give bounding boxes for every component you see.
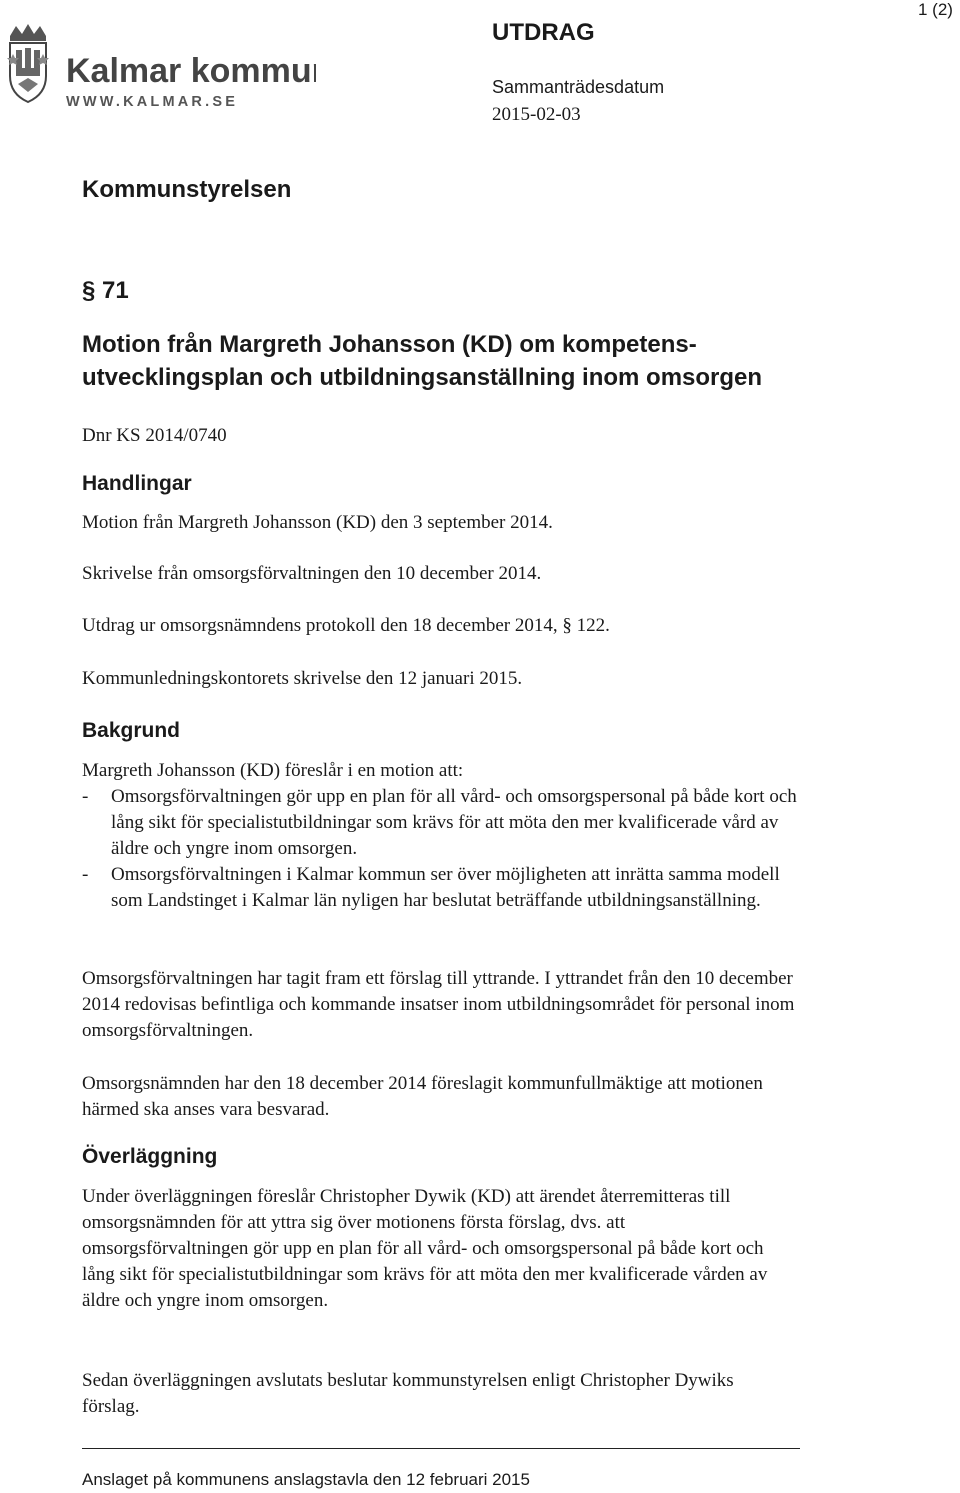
- posting-notice: Anslaget på kommunens anslagstavla den 12 februari 2015: [82, 1470, 530, 1489]
- background-paragraph: Omsorgsförvaltningen har tagit fram ett förslag till yttrande. I yttrandet från den 10 december 2014 redovisas befintliga och kommande insatser inom utbildningsområdet för personal inom omsorgsförvaltningen.: [82, 968, 795, 1041]
- meeting-date-label: Sammanträdesdatum: [492, 77, 665, 97]
- bullet-dash: -: [82, 864, 89, 885]
- kalmar-kommun-logo: [6, 24, 316, 114]
- case-number: Dnr KS 2014/0740: [82, 425, 227, 446]
- footer-divider: [82, 1448, 800, 1449]
- paragraph-number: § 71: [82, 277, 129, 304]
- document-list-item: Kommunledningskontorets skrivelse den 12 januari 2015.: [82, 668, 523, 689]
- motion-proposal-item: [82, 862, 802, 914]
- deliberation-paragraph: Under överläggningen föreslår Christopher Dywik (KD) att ärendet återremitteras till omsorgsnämnden för att yttra sig över motionens första förslag, dvs. att omsorgsförvaltningen gör upp en plan för all vård- och omsorgspersonal på både kort och lång sikt för specialistutbildningar som krävs för att möta den mer kvalificerade vården av äldre och yngre inom omsorgen.: [82, 1186, 768, 1311]
- document-list-item: Utdrag ur omsorgsnämndens protokoll den 18 december 2014, § 122.: [82, 615, 610, 636]
- bullet-dash: -: [82, 786, 89, 807]
- motion-proposal-item: [82, 784, 802, 862]
- section-heading-bakgrund: Bakgrund: [82, 719, 181, 742]
- motion-proposal-text: Omsorgsförvaltningen i Kalmar kommun ser över möjligheten att inrätta samma modell som Landstinget i Kalmar län nyligen har beslutat beträffande utbildningsanställning.: [111, 864, 780, 911]
- motion-title: Motion från Margreth Johansson (KD) om kompetens-utvecklingsplan och utbildningsanställning inom omsorgen: [82, 331, 763, 391]
- document-list-item: Motion från Margreth Johansson (KD) den 3 september 2014.: [82, 512, 553, 533]
- coat-of-arms-icon: [6, 24, 316, 116]
- svg-text:WWW.KALMAR.SE: WWW.KALMAR.SE: [66, 94, 239, 110]
- background-paragraph: Omsorgsnämnden har den 18 december 2014 föreslagit kommunfullmäktige att motionen härmed ska anses vara besvarad.: [82, 1073, 763, 1120]
- document-type: UTDRAG: [492, 19, 595, 46]
- section-heading-handlingar: Handlingar: [82, 472, 192, 495]
- body-title: Kommunstyrelsen: [82, 176, 292, 203]
- meeting-date: 2015-02-03: [492, 104, 581, 125]
- motion-proposal-text: Omsorgsförvaltningen gör upp en plan för all vård- och omsorgspersonal på både kort och lång sikt för specialistutbildningar som krävs för att möta den mer kvalificerade vård av äldre och yngre inom omsorgen.: [111, 786, 797, 859]
- section-heading-overlaggning: Överläggning: [82, 1145, 218, 1168]
- deliberation-paragraph: Sedan överläggningen avslutats beslutar kommunstyrelsen enligt Christopher Dywiks förslag.: [82, 1370, 734, 1417]
- document-list-item: Skrivelse från omsorgsförvaltningen den 10 december 2014.: [82, 563, 542, 584]
- background-intro: Margreth Johansson (KD) föreslår i en motion att:: [82, 760, 464, 781]
- svg-text:Kalmar kommun: Kalmar kommun: [66, 52, 316, 90]
- page-number: 1 (2): [918, 0, 953, 19]
